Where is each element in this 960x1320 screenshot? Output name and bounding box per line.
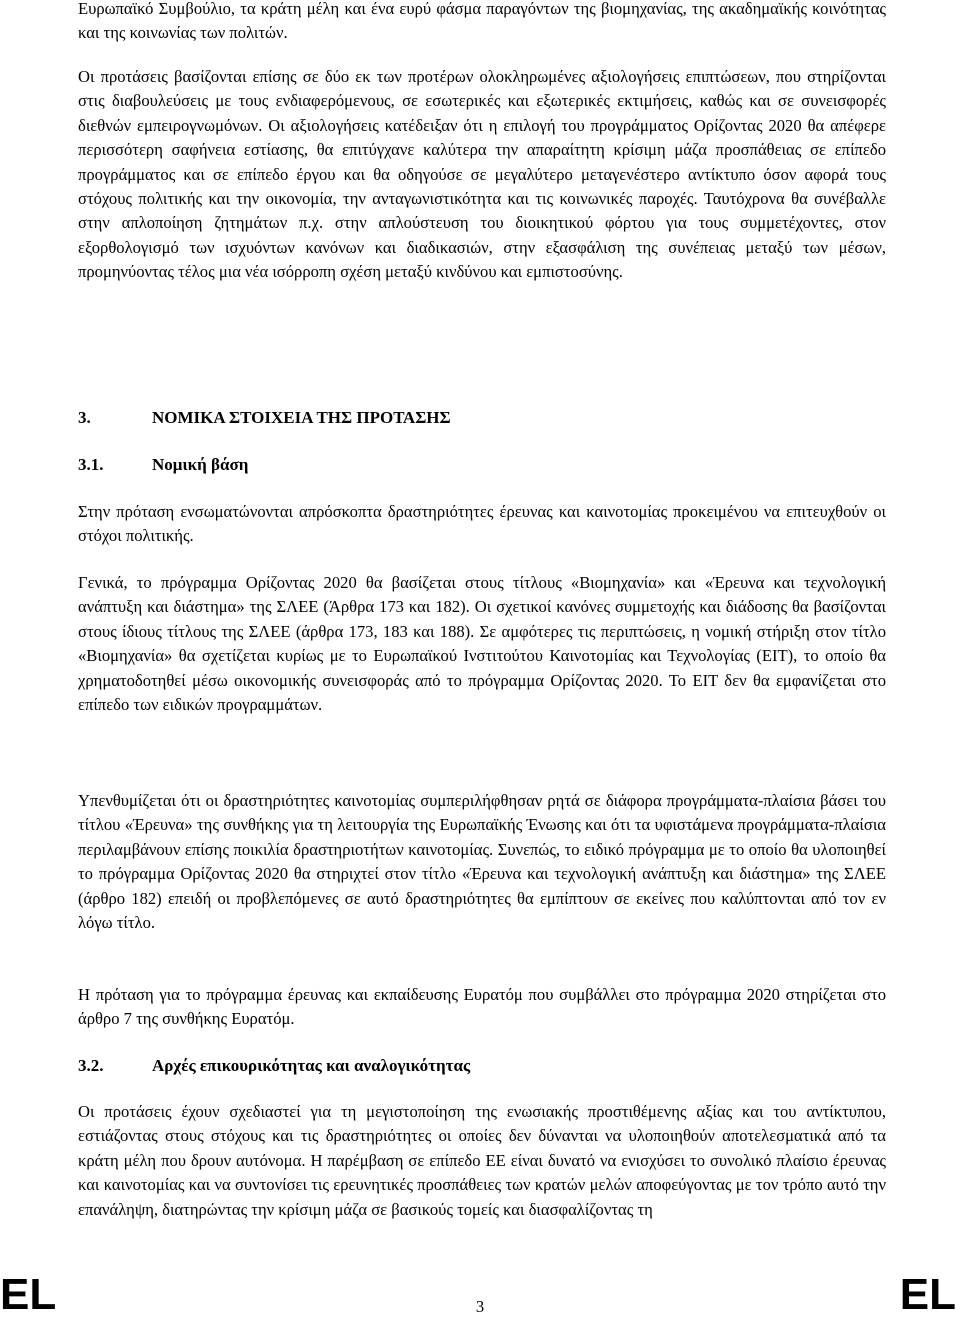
heading-title: Νομική βάση [152,455,249,474]
language-code-left: EL [0,1270,57,1319]
paragraph-legal-1: Στην πρόταση ενσωματώνονται απρόσκοπτα δραστηριότητες έρευνας και καινοτομίας προκειμένου να επιτευχθούν οι στόχοι πολιτικής. [78,502,886,546]
paragraph-legal-3: Υπενθυμίζεται ότι οι δραστηριότητες καινοτομίας συμπεριλήφθησαν ρητά σε διάφορα προγράμματα-πλαίσια βάσει του τίτλου «Έρευνα» της συνθήκης για τη λειτουργία της Ευρωπαϊκής Ένωσης και ότι τα υφιστάμενα προγράμματα-πλαίσια περιλαμβάνουν επίσης ποικιλία δραστηριοτήτων καινοτομίας. Συνεπώς, το ειδικό πρόγραμμα με το οποίο θα υλοποιηθεί το πρόγραμμα Ορίζοντας 2020 θα στηριχτεί στον τίτλο «Έρευνα και τεχνολογική ανάπτυξη και διάστημα» της ΣΛΕΕ (άρθρο 182) επειδή οι προβλεπόμενες σε αυτό δραστηριότητες θα εμπίπτουν σε εκείνες που καλύπτονται από τον εν λόγω τίτλο. [78,791,886,933]
heading-section-3 [78,406,451,430]
paragraph-evaluations: Οι προτάσεις βασίζονται επίσης σε δύο εκ των προτέρων ολοκληρωμένες αξιολογήσεις επιπτώσεων, που στηρίζονται στις διαβουλεύσεις με τους ενδιαφερόμενους, σε εσωτερικές και εξωτερικές εκτιμήσεις, καθώς και σε συνεισφορές διεθνών εμπειρογνωμόνων. Οι αξιολογήσεις κατέδειξαν ότι η επιλογή του προγράμματος Ορίζοντας 2020 θα απέφερε περισσότερη σαφήνεια εστίασης, θα επιτύγχανε καλύτερα την απαραίτητη κρίσιμη μάζα προσπάθειας σε επίπεδο προγράμματος και σε επίπεδο έργου και θα οδηγούσε σε μεγαλύτερο μεταγενέστερο αντίκτυπο όσον αφορά τους στόχους πολιτικής και την οικονομία, την ανταγωνιστικότητα και τις κοινωνικές παροχές. Ταυτόχρονα θα συνέβαλλε στην απλοποίηση ζητημάτων π.χ. στην απλούστευση του διοικητικού φόρτου για τους συμμετέχοντες, στον εξορθολογισμό των ισχυόντων κανόνων και διαδικασιών, στην εξασφάλιση της συνέπειας μεταξύ των μέσων, προμηνύοντας τέλος μια νέα ισόρροπη σχέση μεταξύ κινδύνου και εμπιστοσύνης. [78,67,886,282]
heading-section-3-2 [78,1054,470,1078]
heading-title: ΝΟΜΙΚΑ ΣΤΟΙΧΕΙΑ ΤΗΣ ΠΡΟΤΑΣΗΣ [152,408,451,427]
heading-number: 3.1. [78,455,104,474]
paragraph-subsidiarity: Οι προτάσεις έχουν σχεδιαστεί για τη μεγιστοποίηση της ενωσιακής προστιθέμενης αξίας και του αντίκτυπου, εστιάζοντας στους στόχους και τις δραστηριότητες οι οποίες δεν δύνανται να υλοποιηθούν αποτελεσματικά από τα κράτη μέλη που δρουν αυτόνομα. Η παρέμβαση σε επίπεδο ΕΕ είναι δυνατό να ενισχύσει το συνολικό πλαίσιο έρευνας και καινοτομίας και να συντονίσει τις ερευνητικές προσπάθειες των κρατών μελών αποφεύγοντας με τον τρόπο αυτό την επανάληψη, διατηρώντας την κρίσιμη μάζα σε βασικούς τομείς και διασφαλίζοντας τη [78,1102,886,1219]
page-number: 3 [475,1297,485,1316]
language-code-right: EL [899,1270,956,1319]
heading-number: 3.2. [78,1056,104,1075]
heading-number: 3. [78,408,91,427]
paragraph-top: Ευρωπαϊκό Συμβούλιο, τα κράτη μέλη και ένα ευρύ φάσμα παραγόντων της βιομηχανίας, της ακαδημαϊκής κοινότητας και της κοινωνίας των πολιτών. [78,0,886,43]
paragraph-legal-4: Η πρόταση για το πρόγραμμα έρευνας και εκπαίδευσης Ευρατόμ που συμβάλλει στο πρόγραμμα 2020 στηρίζεται στο άρθρο 7 της συνθήκης Ευρατόμ. [78,985,886,1029]
paragraph-legal-2: Γενικά, το πρόγραμμα Ορίζοντας 2020 θα βασίζεται στους τίτλους «Βιομηχανία» και «Έρευνα και τεχνολογική ανάπτυξη και διάστημα» της ΣΛΕΕ (Άρθρα 173 και 182). Οι σχετικοί κανόνες συμμετοχής και διάδοσης θα βασίζονται στους ίδιους τίτλους της ΣΛΕΕ (άρθρα 173, 183 και 188). Σε αμφότερες τις περιπτώσεις, η νομική στήριξη στον τίτλο «Βιομηχανία» θα σχετίζεται κυρίως με το Ευρωπαϊκού Ινστιτούτου Καινοτομίας και Τεχνολογίας (ΕΙΤ), το οποίο θα χρηματοδοτηθεί μέσω οικονομικής συνεισφοράς από το πρόγραμμα Ορίζοντας 2020. Το ΕΙΤ δεν θα εμφανίζεται στο επίπεδο των ειδικών προγραμμάτων. [78,573,886,715]
heading-section-3-1 [78,453,248,477]
heading-title: Αρχές επικουρικότητας και αναλογικότητας [152,1056,471,1075]
